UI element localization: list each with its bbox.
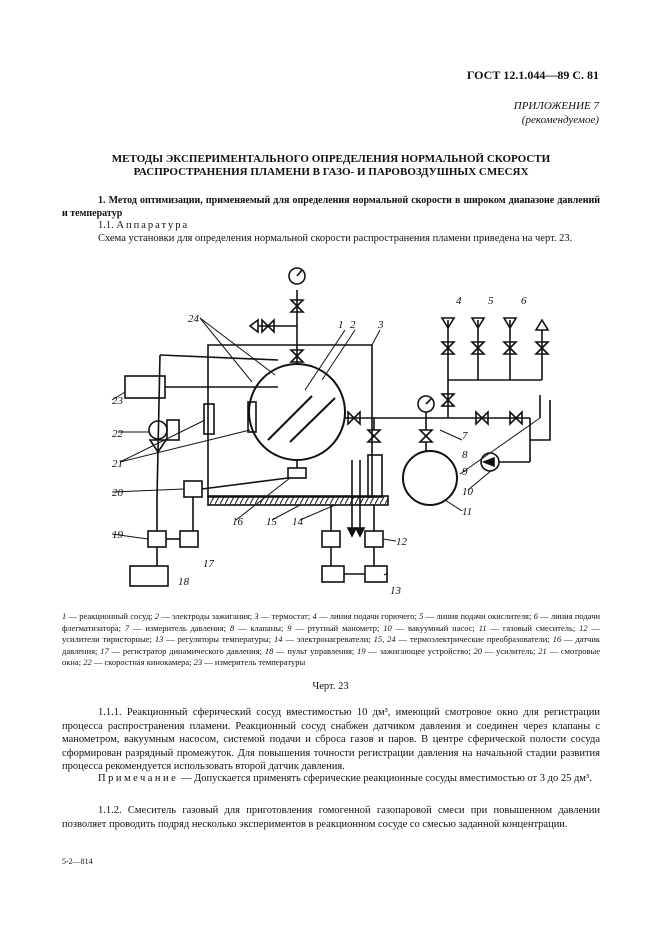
legend-text: — пульт управления; — [273, 645, 358, 656]
legend-number: 19 — [357, 645, 366, 656]
page-header-code: ГОСТ 12.1.044—89 С. 81 — [466, 68, 599, 82]
label-19: 19 — [112, 529, 123, 541]
label-14: 14 — [292, 516, 303, 528]
supply-lines — [442, 318, 548, 406]
legend-text: — электронагреватели; — [282, 634, 374, 644]
paragraph-1-1-1: 1.1.1. Реакционный сферический сосуд вместимостью 10 дм³, имеющий смотровое окно для регистрации процесса распространения пламени. Реакционный сосуд снабжен датчиком давления и соединен через клапаны с манометром, вакуумным насосом, системой подачи и сброса газов и паров. В центре сферической полости сосуда сформирован разрядный промежуток. Для повышения точности регистрации давления на начальной стадии развития процесса рекомендуется использовать второй датчик давления. — [62, 707, 600, 772]
legend-text: — регуляторы температуры; — [163, 634, 275, 644]
label-15: 15 — [266, 516, 277, 528]
legend-number: 13 — [154, 634, 164, 644]
scheme-intro-text: Схема установки для определения нормальной скорости распространения пламени приведена на черт. 23. — [98, 233, 573, 244]
legend-number: 8 — [229, 622, 235, 633]
legend-text: — линия подачи флегматизатора; — [62, 611, 601, 633]
thermocouple — [368, 455, 382, 497]
label-10: 10 — [462, 486, 473, 498]
label-24: 24 — [188, 313, 199, 325]
label-3: 3 — [378, 319, 384, 331]
gas-mixer — [403, 451, 457, 505]
label-5: 5 — [488, 295, 494, 307]
legend-number: 16 — [552, 634, 562, 644]
legend-text: — электроды зажигания; — [159, 611, 255, 621]
label-9: 9 — [462, 466, 468, 478]
side-window — [204, 404, 214, 434]
dynamic-pressure-recorder — [180, 531, 198, 547]
label-20: 20 — [112, 487, 123, 499]
legend-number: 14 — [274, 634, 283, 644]
legend-number: 1 — [62, 611, 67, 621]
legend-text: — усилители тиристорные; — [62, 622, 601, 644]
legend-number: 20 — [473, 645, 483, 656]
legend-text: — усилитель; — [482, 645, 539, 656]
label-23: 23 — [112, 395, 123, 407]
control-panel — [130, 566, 168, 586]
legend-text: — датчик давления; — [62, 634, 600, 656]
legend-text: — вакуумный насос; — [391, 622, 479, 633]
appendix-title: ПРИЛОЖЕНИЕ 7 — [513, 100, 599, 112]
legend-number: 15, 24 — [373, 634, 396, 644]
legend-text: — смотровые окна; — [62, 645, 600, 667]
legend-number: 2 — [154, 611, 160, 621]
thyristor-amp-2 — [365, 531, 383, 547]
note-paragraph — [62, 772, 600, 786]
legend-text: — газовый смеситель; — [486, 622, 580, 633]
legend-text: — термоэлектрические преобразователи; — [395, 634, 553, 644]
label-16: 16 — [232, 516, 243, 528]
legend-text: — линия подачи окислителя; — [423, 611, 534, 621]
diagram-labels — [112, 295, 527, 597]
legend-number: 10 — [383, 622, 392, 633]
pressure-sensor — [288, 468, 306, 478]
title-line-2: РАСПРОСТРАНЕНИЯ ПЛАМЕНИ В ГАЗО- И ПАРОВОЗДУШНЫХ СМЕСЯХ — [133, 166, 529, 178]
label-12: 12 — [396, 536, 407, 548]
title-line-1: МЕТОДЫ ЭКСПЕРИМЕНТАЛЬНОГО ОПРЕДЕЛЕНИЯ НОРМАЛЬНОЙ СКОРОСТИ — [111, 153, 551, 165]
legend-number: 3 — [254, 611, 259, 621]
label-13: 13 — [390, 585, 401, 597]
label-18: 18 — [178, 576, 189, 588]
label-7: 7 — [462, 430, 468, 442]
mercury-manometer — [530, 395, 550, 440]
temp-regulator-2 — [365, 566, 387, 582]
label-4: 4 — [456, 295, 462, 307]
legend-number: 23 — [193, 657, 203, 667]
label-8: 8 — [462, 449, 468, 461]
legend-number: 11 — [478, 622, 487, 633]
paragraph-1-1-2: 1.1.2. Смеситель газовый для приготовления гомогенной газопаровой смеси при повышенном давлении позволяет проводить подряд несколько экспериментов в реакционном сосуде со смесью заданной концентрации. — [62, 805, 600, 830]
legend-number: 21 — [538, 645, 547, 656]
temp-regulator-1 — [322, 566, 344, 582]
legend-text: — ртутный манометр; — [291, 622, 384, 633]
note-text: — Допускается применять сферические реакционные сосуды вместимостью от 3 до 25 дм³. — [178, 773, 592, 784]
subsection-number: 1.1. — [98, 220, 114, 231]
electrode-1 — [268, 396, 312, 440]
note-label: Примечание — [98, 773, 179, 784]
legend-text: — скоростная кинокамера; — [91, 657, 194, 667]
label-11: 11 — [462, 506, 473, 518]
label-6: 6 — [521, 295, 527, 307]
legend-number: 4 — [312, 611, 317, 621]
legend-text: — зажигающее устройство; — [365, 645, 474, 656]
figure-caption: Черт. 23 — [312, 681, 349, 692]
legend-text: — реакционный сосуд; — [66, 611, 155, 621]
thyristor-amp-1 — [322, 531, 340, 547]
electrode-2 — [290, 398, 335, 442]
legend-text: — измеритель температуры — [202, 657, 306, 667]
legend-number: 9 — [287, 622, 292, 633]
figure-legend — [62, 611, 600, 669]
legend-number: 18 — [264, 645, 274, 656]
label-1: 1 — [338, 319, 344, 331]
section-1-heading: 1. Метод оптимизации, применяемый для определения нормальной скорости в широком диапазоне давлений и температур — [62, 195, 600, 219]
page-footer-code: 5-2—814 — [62, 857, 93, 866]
legend-text: — клапаны; — [234, 622, 288, 633]
legend-number: 12 — [579, 622, 588, 633]
legend-number: 22 — [83, 657, 92, 667]
heater-bar — [208, 496, 388, 505]
amplifier — [184, 481, 202, 497]
label-2: 2 — [350, 319, 356, 331]
appendix-note: (рекомендуемое) — [521, 114, 599, 126]
legend-text: — термостат; — [258, 611, 313, 621]
label-22: 22 — [112, 428, 123, 440]
subsection-title: Аппаратура — [116, 220, 190, 231]
legend-number: 7 — [124, 622, 130, 633]
legend-number: 17 — [100, 645, 109, 656]
legend-text: — регистратор динамического давления; — [108, 645, 265, 656]
label-21: 21 — [112, 458, 123, 470]
legend-text: — измеритель давления; — [129, 622, 230, 633]
ignition-device — [148, 531, 166, 547]
legend-text: — линия подачи горючего; — [316, 611, 420, 621]
legend-number: 5 — [419, 611, 424, 621]
legend-number: 6 — [533, 611, 538, 621]
label-17: 17 — [203, 558, 214, 570]
